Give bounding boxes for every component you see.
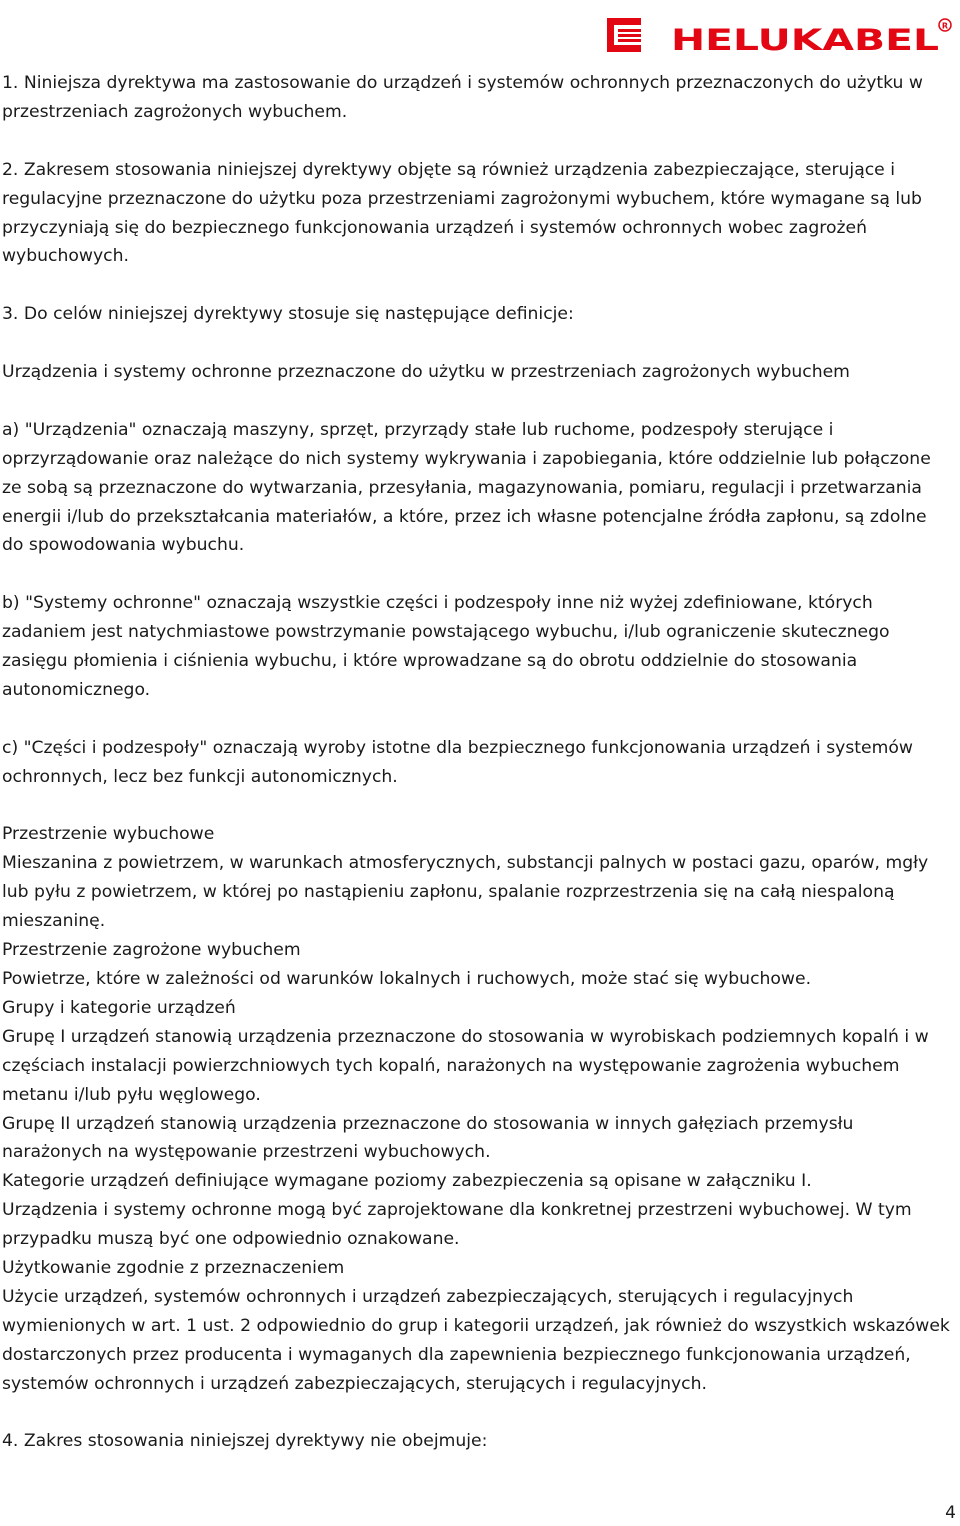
text-categories: Kategorie urządzeń definiujące wymagane poziomy zabezpieczenia są opisane w załączniku I. [2,1171,812,1192]
heading-intended-use: Użytkowanie zgodnie z przeznaczeniem [2,1258,345,1279]
text-explosive-atmospheres: Mieszanina z powietrzem, w warunkach atmosferycznych, substancji palnych w postaci gazu, oparów, mgły lub pyłu z powietrzem, w której po nastąpieniu zapłonu, spalanie rozprzestrzenia się na całą niespaloną mieszaninę. [2,853,929,932]
definition-c: c) "Części i podzespoły" oznaczają wyroby istotne dla bezpiecznego funkcjonowania urządzeń i systemów ochronnych, lecz bez funkcji autonomicznych. [2,737,913,787]
paragraph-2: 2. Zakresem stosowania niniejszej dyrektywy objęte są również urządzenia zabezpieczające, sterujące i regulacyjne przeznaczone do użytku poza przestrzeniami zagrożonymi wybuchem, które wymagane są lub przyczyniają się do bezpiecznego funkcjonowania urządzeń i systemów ochronnych wobec zagrożeń wybuchowych. [2,159,922,267]
paragraph-3-intro: 3. Do celów niniejszej dyrektywy stosuje się następujące definicje: [2,304,574,325]
heading-explosive-atmospheres: Przestrzenie wybuchowe [2,824,215,845]
document-body [2,69,952,1456]
text-specific-atmosphere: Urządzenia i systemy ochronne mogą być zaprojektowane dla konkretnej przestrzeni wybuchowej. W tym przypadku muszą być one odpowiednio oznakowane. [2,1200,912,1250]
text-group-2: Grupę II urządzeń stanowią urządzenia przeznaczone do stosowania w innych gałęziach przemysłu narażonych na występowanie przestrzeni wybuchowych. [2,1113,854,1163]
definition-b: b) "Systemy ochronne" oznaczają wszystkie części i podzespoły inne niż wyżej zdefiniowane, których zadaniem jest natychmiastowe powstrzymanie powstającego wybuchu, i/lub ograniczenie skutecznego zasięgu płomienia i ciśnienia wybuchu, i które wprowadzane są do obrotu oddzielnie do stosowania autonomicznego. [2,593,890,700]
registered-letter: R [941,21,949,31]
definition-a: a) "Urządzenia" oznaczają maszyny, sprzęt, przyrządy stałe lub ruchome, podzespoły sterujące i oprzyrządowanie oraz należące do nich systemy wykrywania i zapobiegania, które oddzielnie lub połączone ze sobą są przeznaczone do wytwarzania, przesyłania, magazynowania, pomiaru, regulacji i przetwarzania energii i/lub do przekształcania materiałów, a które, przez ich własne potencjalne źródła zapłonu, są zdolne do spowodowania wybuchu. [2,419,931,556]
helukabel-logo [607,16,952,54]
text-intended-use: Użycie urządzeń, systemów ochronnych i urządzeń zabezpieczających, sterujących i regulacyjnych wymienionych w art. 1 ust. 2 odpowiednio do grup i kategorii urządzeń, jak również do wszystkich wskazówek dostarczonych przez producenta i wymaganych dla zapewnienia bezpiecznego funkcjonowania urządzeń, systemów ochronnych i urządzeń zabezpieczających, sterujących i regulacyjnych. [2,1286,950,1394]
page-number: 4 [945,1503,956,1523]
paragraph-4: 4. Zakres stosowania niniejszej dyrektywy nie obejmuje: [2,1431,488,1452]
definitions-heading: Urządzenia i systemy ochronne przeznaczone do użytku w przestrzeniach zagrożonych wybuchem [2,362,850,383]
text-hazardous-areas: Powietrze, które w zależności od warunków lokalnych i ruchowych, może stać się wybuchowe. [2,968,812,989]
text-group-1: Grupę I urządzeń stanowią urządzenia przeznaczone do stosowania w wyrobiskach podziemnych kopalń i w częściach instalacji powierzchniowych tych kopalń, narażonych na występowanie zagrożenia wybuchem metanu i/lub pyłu węglowego. [2,1026,929,1105]
heading-groups-categories: Grupy i kategorie urządzeń [2,997,236,1018]
heading-hazardous-areas: Przestrzenie zagrożone wybuchem [2,940,301,961]
paragraph-1: 1. Niniejsza dyrektywa ma zastosowanie do urządzeń i systemów ochronnych przeznaczonych do użytku w przestrzeniach zagrożonych wybuchem. [2,73,923,122]
helukabel-logo-graphic [607,16,952,54]
brand-wordmark: HELUKABEL [671,23,939,54]
